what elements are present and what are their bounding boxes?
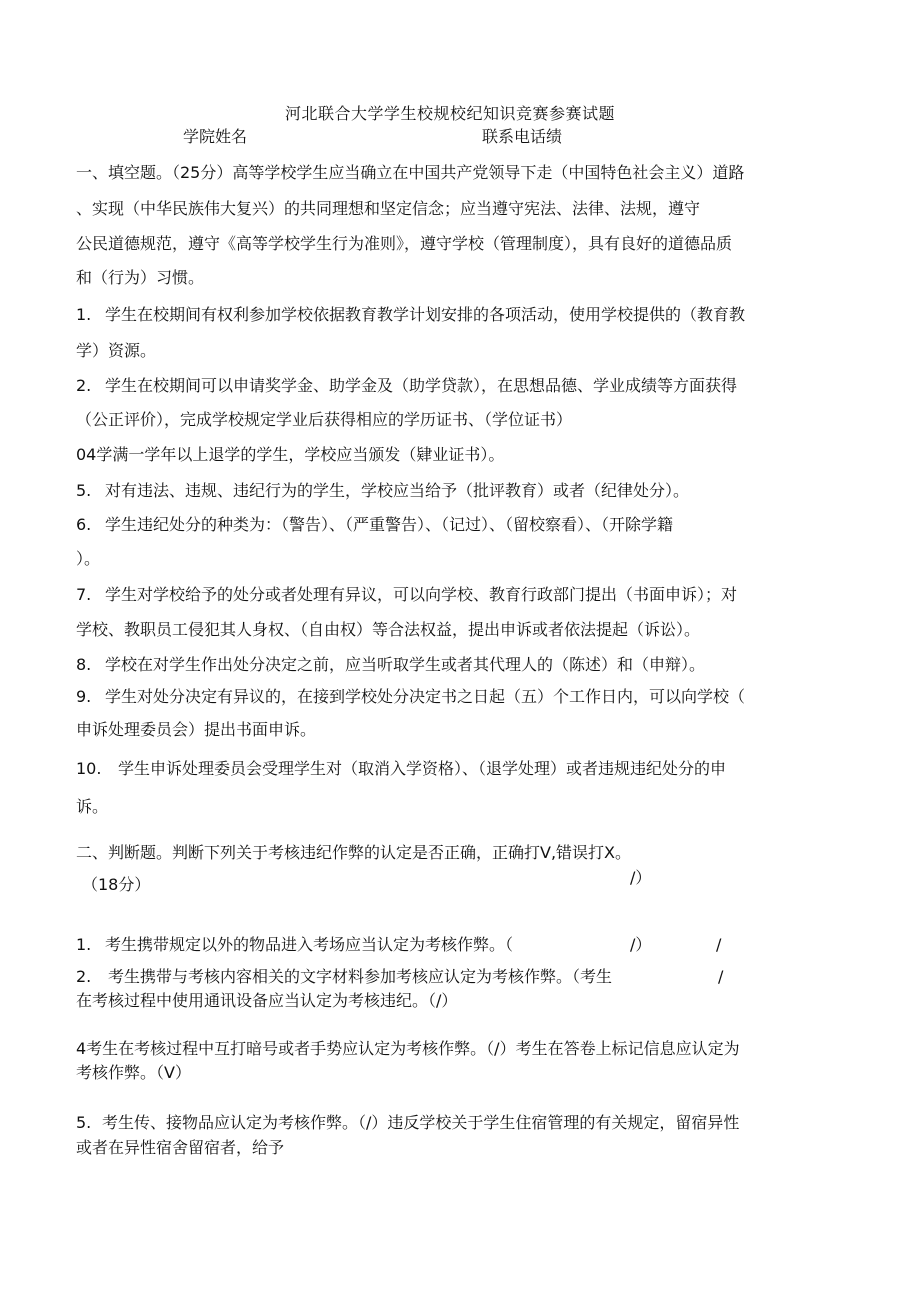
section1-intro-line-4: 和（行为）习惯。 <box>76 268 205 287</box>
question-5-line-1: 对有违法、违规、违纪行为的学生，学校应当给予（批评教育）或者（纪律处分）。 <box>105 481 690 500</box>
section2-score: （18分） <box>82 875 151 894</box>
judgement-2-number: 2. <box>76 967 92 986</box>
question-8-line-1: 学校在对学生作出处分决定之前，应当听取学生或者其代理人的（陈述）和（申辩）。 <box>105 655 706 674</box>
question-7-number: 7. <box>76 585 92 604</box>
question-7-line-2: 学校、教职员工侵犯其人身权、（自由权）等合法权益，提出申诉或者依法提起（诉讼）。 <box>76 620 701 639</box>
question-5-number: 5. <box>76 481 92 500</box>
question-10-line-1: 学生申诉处理委员会受理学生对（取消入学资格）、（退学处理）或者违规违纪处分的申 <box>118 759 727 778</box>
section2-heading: 二、判断题。判断下列关于考核违纪作弊的认定是否正确，正确打V,错误打X。 <box>76 843 631 862</box>
question-1-line-2: 学）资源。 <box>76 341 157 360</box>
judgement-2-extra: / <box>718 967 724 986</box>
judgement-5-line-1: 考生传、接物品应认定为考核作弊。（/）违反学校关于学生住宿管理的有关规定，留宿异性 <box>102 1113 740 1132</box>
question-9-line-2: 申诉处理委员会）提出书面申诉。 <box>76 720 317 739</box>
judgement-4-line-2: 考核作弊。（V） <box>76 1063 191 1082</box>
section1-intro-line-1: 一、填空题。（25分）高等学校学生应当确立在中国共产党领导下走（中国特色社会主义）道路 <box>76 163 745 182</box>
section2-score-mark: /） <box>630 868 652 887</box>
question-1-line-1: 学生在校期间有权利参加学校依据教育教学计划安排的各项活动，使用学校提供的（教育教 <box>105 305 746 324</box>
judgement-3-line: 在考核过程中使用通讯设备应当认定为考核违纪。（/） <box>76 991 458 1010</box>
question-10-number: 10. <box>76 759 102 778</box>
judgement-5-number: 5. <box>76 1113 92 1132</box>
judgement-1-extra: / <box>716 935 722 954</box>
question-8-number: 8. <box>76 655 92 674</box>
question-9-line-1: 学生对处分决定有异议的，在接到学校处分决定书之日起（五）个工作日内，可以向学校（ <box>105 687 746 706</box>
section1-intro-line-2: 、实现（中华民族伟大复兴）的共同理想和坚定信念；应当遵守宪法、法律、法规，遵守 <box>76 199 701 218</box>
judgement-1-mark: /） <box>630 935 652 954</box>
question-7-line-1: 学生对学校给予的处分或者处理有异议，可以向学校、教育行政部门提出（书面申诉）；对 <box>105 585 738 604</box>
judgement-4-line-1: 4考生在考核过程中互打暗号或者手势应认定为考核作弊。（/）考生在答卷上标记信息应认定为 <box>76 1039 740 1058</box>
judgement-1-number: 1. <box>76 935 92 954</box>
question-4-line: 04学满一学年以上退学的学生，学校应当颁发（肄业证书）。 <box>76 445 505 464</box>
question-6-line-1: 学生违纪处分的种类为：（警告）、（严重警告）、（记过）、（留校察看）、（开除学籍 <box>105 515 674 534</box>
contact-label: 联系电话绩 <box>482 127 563 146</box>
question-2-line-1: 学生在校期间可以申请奖学金、助学金及（助学贷款），在思想品德、学业成绩等方面获得 <box>105 376 738 395</box>
question-2-number: 2. <box>76 376 92 395</box>
question-9-number: 9. <box>76 687 92 706</box>
question-10-line-2: 诉。 <box>76 797 109 816</box>
judgement-5-line-2: 或者在异性宿舍留宿者，给予 <box>76 1138 285 1157</box>
question-6-line-2: ）。 <box>76 549 101 568</box>
judgement-1-text: 考生携带规定以外的物品进入考场应当认定为考核作弊。（ <box>105 935 514 954</box>
college-name-label: 学院姓名 <box>183 127 248 146</box>
question-2-line-2: （公正评价），完成学校规定学业后获得相应的学历证书、（学位证书） <box>76 410 573 429</box>
judgement-2-text: 考生携带与考核内容相关的文字材料参加考核应认定为考核作弊。（考生 <box>108 967 613 986</box>
question-1-number: 1. <box>76 305 92 324</box>
question-6-number: 6. <box>76 515 92 534</box>
page-title: 河北联合大学学生校规校纪知识竞赛参赛试题 <box>285 104 616 123</box>
section1-intro-line-3: 公民道德规范，遵守《高等学校学生行为准则》，遵守学校（管理制度），具有良好的道德品质 <box>76 234 733 253</box>
